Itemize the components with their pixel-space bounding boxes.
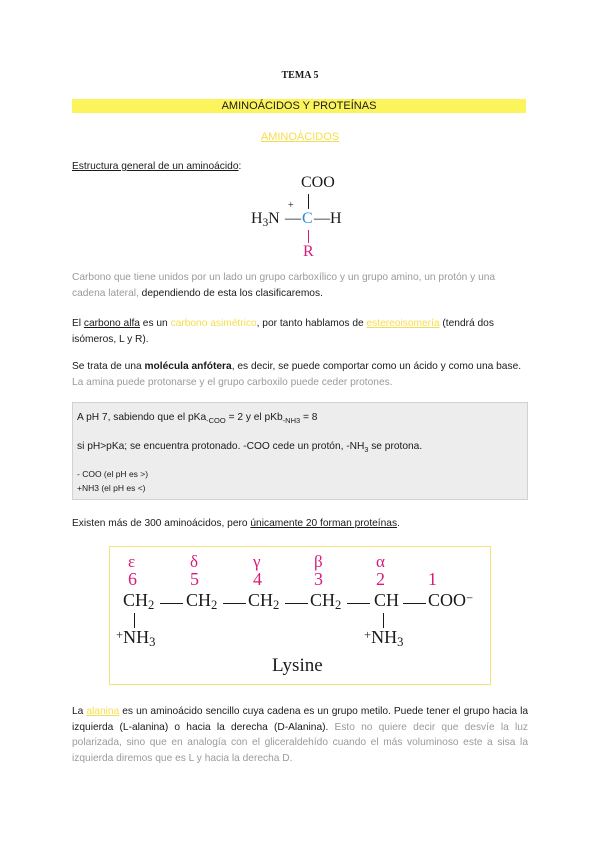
greek-gamma: γ (253, 552, 261, 571)
estereoisomeria-term: estereoisomería (366, 318, 440, 329)
greek-epsilon: ε (128, 552, 136, 571)
carbon-number-5: 5 (190, 569, 199, 589)
paragraph-carbono-alfa: El carbono alfa es un carbono asimétrico, por tanto hablamos de estereoisomería (tendrá dos isómeros, L y R). (72, 318, 494, 345)
formula-bond-up (308, 194, 309, 209)
bond-5-4 (223, 603, 246, 604)
carbon-number-1: 1 (428, 569, 437, 589)
veinte-proteinas-term: únicamente 20 forman proteínas (250, 518, 398, 529)
formula-r-group: R (303, 243, 314, 260)
formula-plus: + (288, 200, 294, 211)
structure-label: Estructura general de un aminoácido (72, 161, 239, 172)
box-line-3: - COO (el pH es >) (77, 469, 149, 479)
carbon-number-6: 6 (128, 569, 137, 589)
chain-ch2-5: $CH_2$ (186, 590, 218, 612)
carbon-number-2: 2 (376, 569, 385, 589)
bond-2-1 (403, 603, 426, 604)
chain-ch2-3: $CH_2$ (310, 590, 342, 612)
bond-alpha-amine (383, 613, 384, 628)
formula-coo: COO (301, 174, 335, 191)
carbono-alfa-term: carbono alfa (83, 318, 140, 329)
banner-title: AMINOÁCIDOS Y PROTEÍNAS (221, 100, 377, 112)
bond-epsilon-amine (134, 613, 135, 628)
structure-label-line: Estructura general de un aminoácido: (72, 161, 242, 172)
carbon-number-3: 3 (314, 569, 323, 589)
bond-4-3 (285, 603, 308, 604)
section-title: AMINOÁCIDOS (260, 131, 340, 143)
bond-3-2 (347, 603, 370, 604)
greek-delta: δ (190, 552, 199, 571)
greek-beta: β (314, 552, 323, 571)
formula-h: H (330, 210, 342, 227)
box-line-2: si pH>pKa; se encuentra protonado. -COO cede un protón, $-NH_3$ se protona. (77, 441, 423, 454)
paragraph-300: Existen más de 300 aminoácidos, pero únicamente 20 forman proteínas. (72, 518, 400, 529)
paragraph-anfotera: Se trata de una molécula anfótera, es decir, se puede comportar como un ácido y como una base. La amina puede protonarse y el grupo carboxilo puede ceder protones. (72, 361, 522, 388)
chain-ch-2: CH (374, 590, 400, 610)
lysine-name: Lysine (272, 655, 323, 676)
alanina-term: alanina (86, 706, 120, 717)
formula-h3n: $H_3N$ (251, 210, 280, 229)
greek-alpha: α (376, 552, 385, 571)
document-heading: TEMA 5 (281, 70, 319, 81)
carbon-number-4: 4 (253, 569, 262, 589)
lysine-figure (109, 546, 491, 685)
epsilon-amine: $^+NH_3$ (116, 627, 156, 649)
chain-ch2-4: $CH_2$ (248, 590, 280, 612)
amino-acid-formula (246, 174, 366, 264)
alpha-amine: $^+NH_3$ (364, 627, 404, 649)
anfotera-term: molécula anfótera (144, 361, 232, 372)
paragraph-alanina: La alanina es un aminoácido sencillo cuya cadena es un grupo metilo. Puede tener el grupo hacia la izquierda (L-alanina) o hacia la derecha (D-Alanina). Esto no quiere decir que desvíe la luz polarizada, sino que en analogía con el gliceraldehído cuando el más voluminoso este a sisa la izquierda diremos que es L y hacia la derecha D. (72, 706, 528, 764)
box-line-1: A pH 7, sabiendo que el pKa$_{-COO}$ = 2 y el pKb$_{-NH3}$ = 8 (77, 412, 318, 425)
section-banner (72, 99, 526, 113)
formula-alpha-carbon: C (302, 210, 313, 227)
asimetrico-term: carbono asimétrico (170, 318, 257, 329)
formula-bond-down (308, 230, 309, 243)
chain-coo: COO− (428, 590, 474, 610)
formula-bond-right: — (314, 210, 330, 227)
chain-ch2-6: $CH_2$ (123, 590, 155, 612)
box-line-4: +NH3 (el pH es <) (77, 483, 146, 493)
pka-info-box (72, 402, 528, 500)
formula-bond-left: — (285, 210, 301, 227)
paragraph-definition: Carbono que tiene unidos por un lado un grupo carboxílico y un grupo amino, un protón y una cadena lateral, dependiendo de esta los clasificaremos. (72, 272, 496, 299)
bond-6-5 (160, 603, 183, 604)
